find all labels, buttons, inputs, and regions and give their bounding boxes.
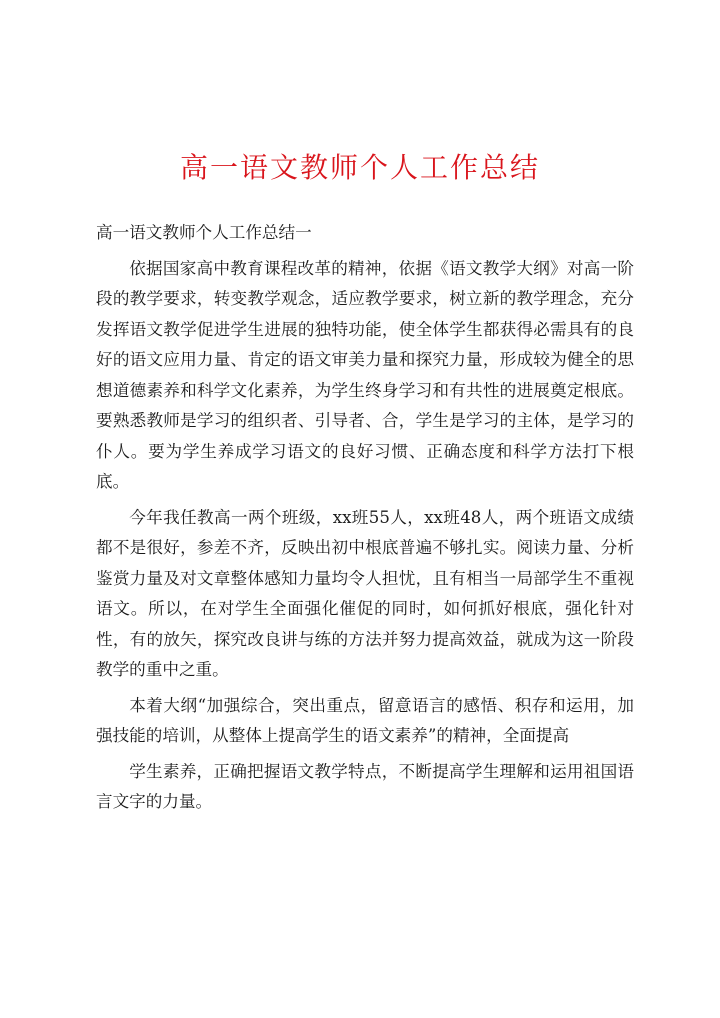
section-heading: 高一语文教师个人工作总结一: [96, 223, 312, 242]
paragraph-3: 本着大纲“加强综合，突出重点，留意语言的感悟、积存和运用，加强技能的培训，从整体上提高学生的语文素养”的精神，全面提高: [96, 695, 634, 745]
document-title: 高一语文教师个人工作总结: [179, 151, 540, 184]
document-body: [96, 218, 634, 823]
paragraph-1: 依据国家高中教育课程改革的精神，依据《语文教学大纲》对高一阶段的教学要求，转变教学观念，适应教学要求，树立新的教学理念，充分发挥语文教学促进学生进展的独特功能，使全体学生都获得必需具有的良好的语文应用力量、肯定的语文审美力量和探究力量，形成较为健全的思想道德素养和科学文化素养，为学生终身学习和有共性的进展奠定根底。要熟悉教师是学习的组织者、引导者、合，学生是学习的主体，是学习的仆人。要为学生养成学习语文的良好习惯、正确态度和科学方法打下根底。: [96, 258, 634, 491]
paragraph-4: 学生素养，正确把握语文教学特点，不断提高学生理解和运用祖国语言文字的力量。: [96, 761, 634, 811]
paragraph-2: 今年我任教高一两个班级，xx班55人，xx班48人，两个班语文成绩都不是很好，参差不齐，反映出初中根底普遍不够扎实。阅读力量、分析鉴赏力量及对文章整体感知力量均令人担忧，且有相当一局部学生不重视语文。所以，在对学生全面强化催促的同时，如何抓好根底，强化针对性，有的放矢，探究改良讲与练的方法并努力提高效益，就成为这一阶段教学的重中之重。: [96, 507, 634, 679]
